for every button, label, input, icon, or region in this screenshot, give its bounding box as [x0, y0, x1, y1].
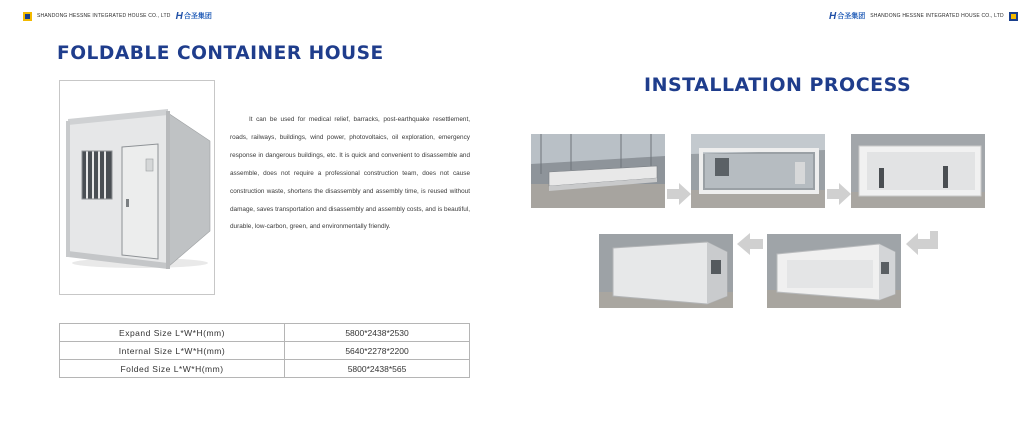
arrow-left-icon — [737, 233, 763, 255]
header-left — [23, 9, 212, 23]
company-logo — [829, 11, 865, 22]
table-row — [60, 360, 470, 378]
brand-square-icon — [1009, 12, 1018, 21]
product-description: It can be used for medical relief, barracks, post-earthquake resettlement, roads, railways, buildings, wind power, photovoltaics, oil exploration, emergency response in dangerous buildings, etc. It is quick and convenient to disassemble and assemble, does not require a professional construction team, does not cause construction waste, shortens the disassembly and assembly time, is reused without damage, saves transportation and disassembly and assembly costs, and is beautiful, durable, low-carbon, green, and environmentally friendly. — [230, 116, 470, 231]
logo-mark: H — [175, 10, 183, 22]
spec-value: 5800*2438*565 — [285, 360, 470, 378]
installation-step-photo — [531, 134, 665, 208]
arrow-turn-down-left-icon — [906, 231, 938, 255]
logo-text: 合圣集团 — [183, 13, 212, 20]
arrow-right-icon — [827, 183, 851, 205]
company-name: SHANDONG HESSNE INTEGRATED HOUSE CO., LTD — [37, 13, 171, 19]
logo-mark: H — [829, 10, 837, 22]
table-row — [60, 324, 470, 342]
header-right — [829, 9, 1018, 23]
logo-text: 合圣集团 — [837, 13, 866, 20]
installation-step-photo — [691, 134, 825, 208]
spec-label: Expand Size L*W*H(mm) — [60, 324, 285, 342]
arrow-right-icon — [667, 183, 691, 205]
container-house-illustration — [60, 81, 214, 294]
table-row — [60, 342, 470, 360]
spec-label: Folded Size L*W*H(mm) — [60, 360, 285, 378]
spec-label: Internal Size L*W*H(mm) — [60, 342, 285, 360]
spec-value: 5640*2278*2200 — [285, 342, 470, 360]
spec-value: 5800*2438*2530 — [285, 324, 470, 342]
section-title: INSTALLATION PROCESS — [644, 74, 912, 96]
installation-step-photo — [767, 234, 901, 308]
brand-square-icon — [23, 12, 32, 21]
installation-step-photo — [599, 234, 733, 308]
company-logo — [176, 11, 212, 22]
company-name: SHANDONG HESSNE INTEGRATED HOUSE CO., LTD — [870, 13, 1004, 19]
product-photo — [59, 80, 215, 295]
page-title: FOLDABLE CONTAINER HOUSE — [57, 42, 384, 64]
installation-step-photo — [851, 134, 985, 208]
spec-table — [59, 323, 470, 378]
